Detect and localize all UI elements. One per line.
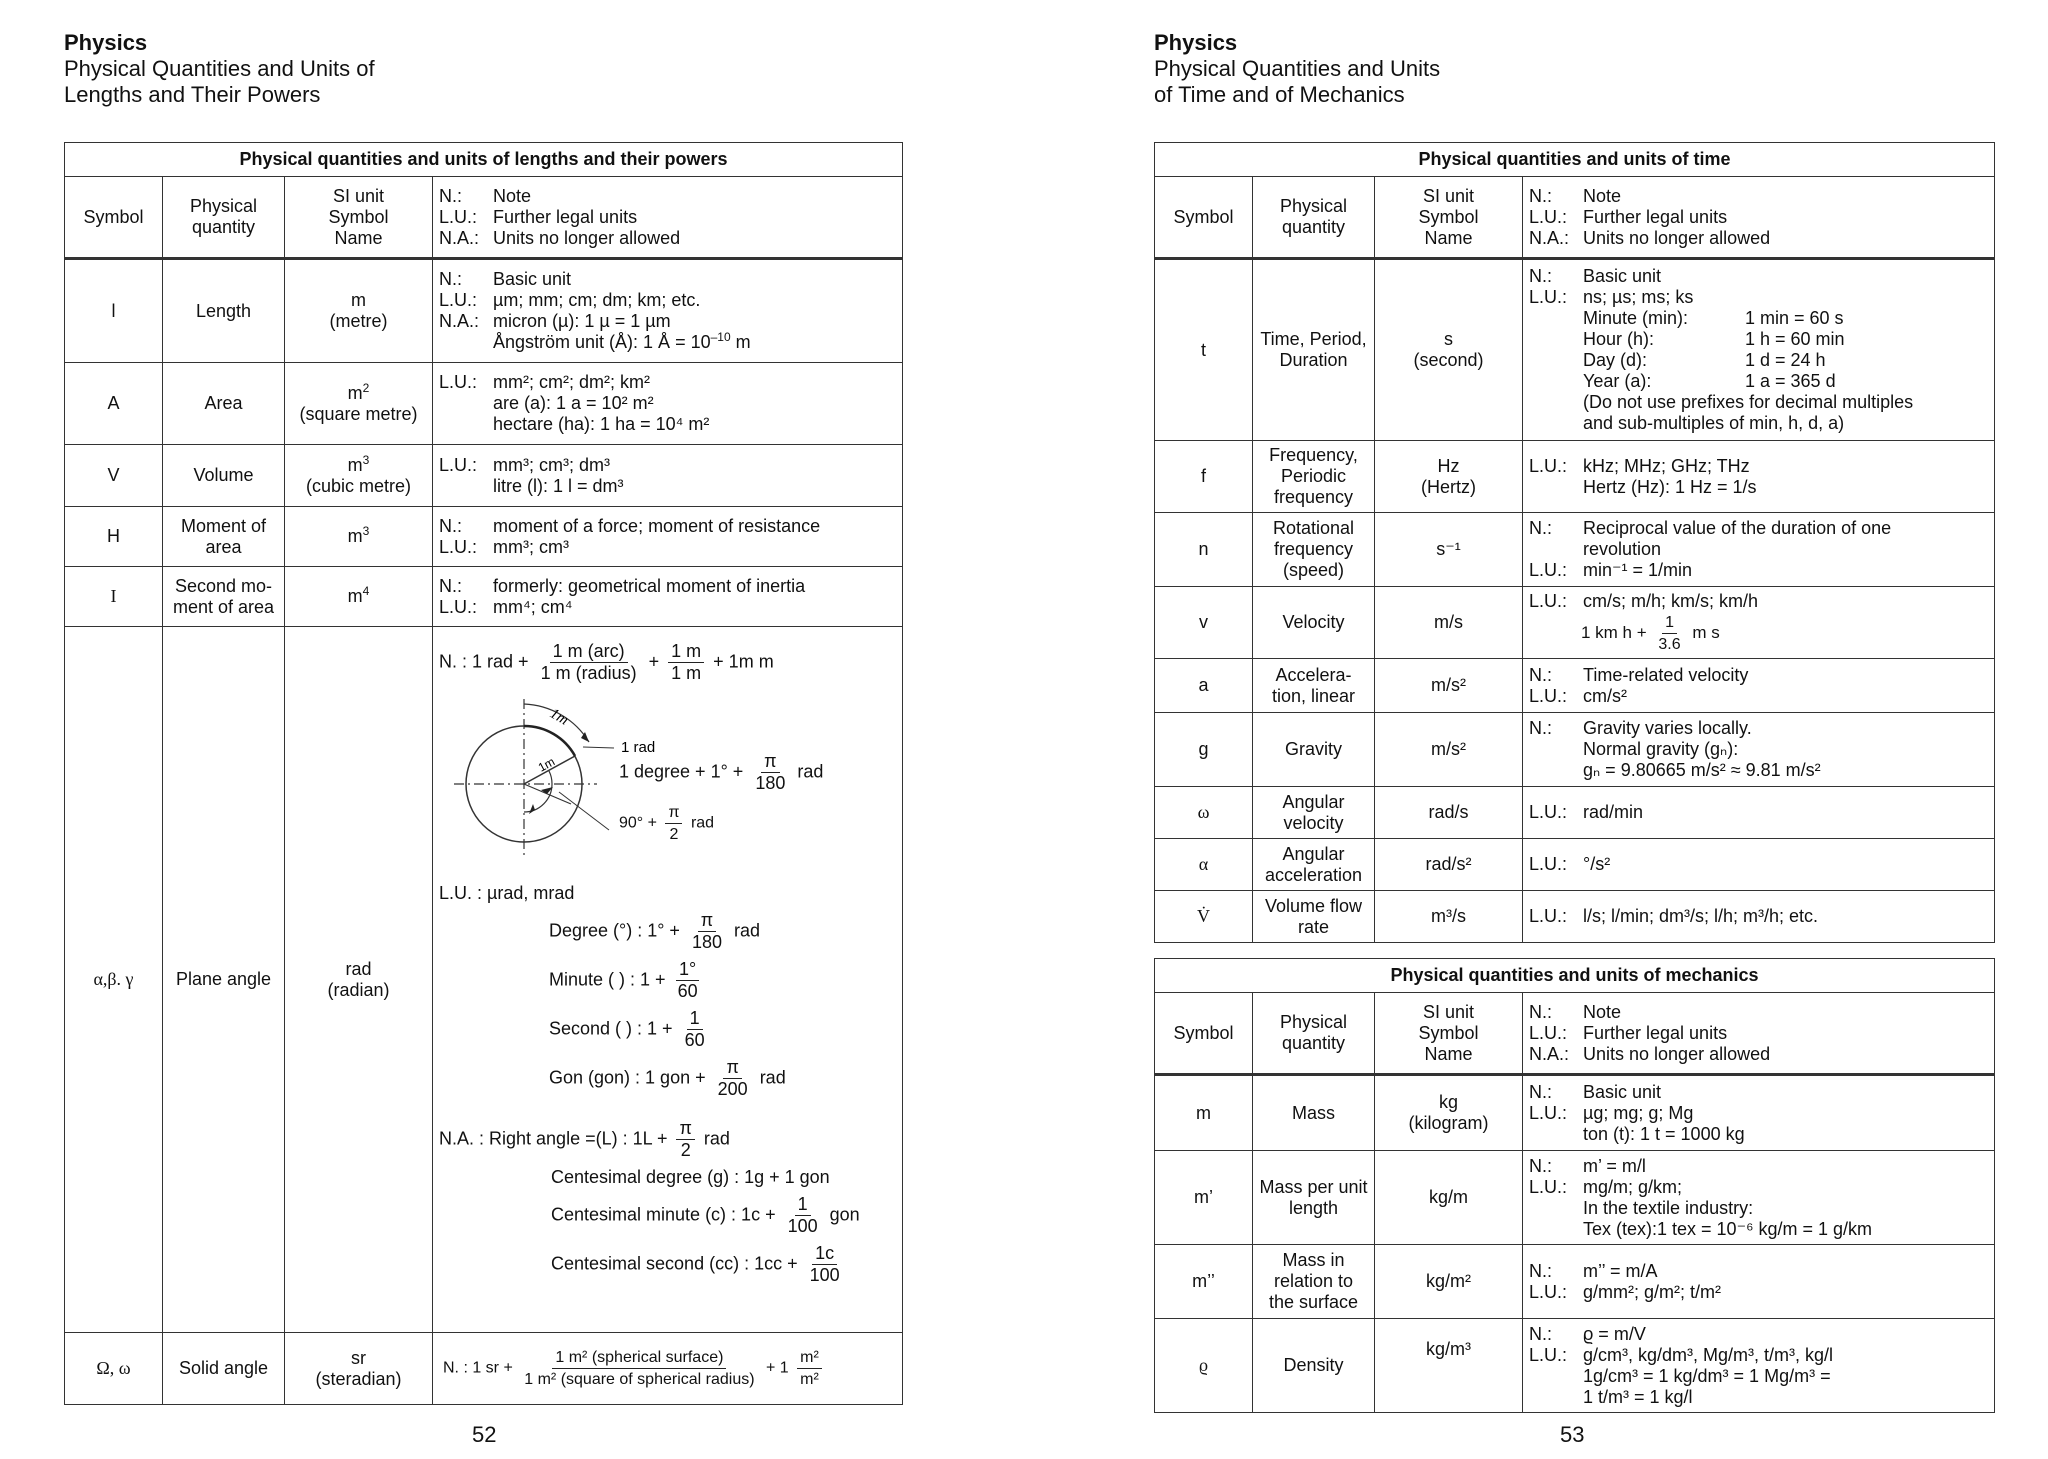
- lengths-table-caption: Physical quantities and units of lengths and their powers: [65, 143, 903, 177]
- row-quantity: Second mo-ment of area: [163, 567, 285, 627]
- time-table: [1154, 142, 1995, 943]
- row-quantity: Time, Period, Duration: [1253, 259, 1375, 441]
- row-symbol: m: [1155, 1075, 1253, 1151]
- row-quantity: Solid angle: [163, 1333, 285, 1405]
- lengths-table: [64, 142, 903, 1405]
- row-quantity: Area: [163, 363, 285, 445]
- lu-line: L.U. : µrad, mrad: [439, 883, 575, 903]
- row-symbol: A: [65, 363, 163, 445]
- left-page-header: [64, 30, 375, 108]
- right-angle-line: N.A. : Right angle =(L) : 1L + $\frac{\pi}{2}$ rad: [439, 1118, 730, 1160]
- row-quantity: Gravity: [1253, 713, 1375, 787]
- row-notes: N.: m’’ = m/A L.U.: g/mm²; g/m²; t/m²: [1523, 1245, 1995, 1319]
- table-row: [1155, 787, 1995, 839]
- mechanics-table-caption: Physical quantities and units of mechanics: [1155, 959, 1995, 993]
- col-si-unit: SI unit Symbol Name: [1375, 177, 1523, 259]
- row-symbol: V: [65, 445, 163, 507]
- row-symbol: n: [1155, 513, 1253, 587]
- row-unit: Hz (Hertz): [1375, 441, 1523, 513]
- row-quantity: Moment of area: [163, 507, 285, 567]
- row-unit: $m^2$ (square metre): [285, 363, 433, 445]
- table-row: [65, 445, 903, 507]
- table-row: [1155, 513, 1995, 587]
- time-table-caption: Physical quantities and units of time: [1155, 143, 1995, 177]
- col-si-unit: SI unit Symbol Name: [1375, 993, 1523, 1075]
- row-symbol: I: [65, 567, 163, 627]
- row-unit: m/s²: [1375, 659, 1523, 713]
- row-notes: L.U.: mm³; cm³; dm³ litre (l): 1 l = dm³: [433, 445, 903, 507]
- right-page-header: [1154, 30, 1440, 108]
- row-quantity: Angular acceleration: [1253, 839, 1375, 891]
- row-unit: kg (kilogram): [1375, 1075, 1523, 1151]
- right-angle-note: 90° + $\frac{\pi}{2}$ rad: [619, 804, 715, 843]
- table-row: [1155, 259, 1995, 441]
- row-unit: rad (radian): [285, 627, 433, 1333]
- row-quantity: Volume flow rate: [1253, 891, 1375, 943]
- left-header-line1: Physical Quantities and Units of: [64, 56, 375, 81]
- table-row: [1155, 1319, 1995, 1413]
- left-header-line2: Lengths and Their Powers: [64, 82, 321, 107]
- col-si-unit: SI unit Symbol Name: [285, 177, 433, 259]
- row-symbol: a: [1155, 659, 1253, 713]
- row-notes: N.: Basic unit L.U.: ns; µs; ms; ks Minute (min): 1 min = 60 s Hour (h): 1 h = 60 min Day (d): 1 d = 24 h Year (a): 1 a = 365 d (Do not use prefixes for decimal multiples and sub-multiples of min, h, d, a): [1523, 259, 1995, 441]
- row-unit: m (metre): [285, 259, 433, 363]
- row-notes: N.: Basic unit L.U.: µm; mm; cm; dm; km; etc. N.A.: micron (µ): 1 µ = 1 µm Ångström unit (Å): 1 Å = $10^{-10}$ m: [433, 259, 903, 363]
- row-quantity: Velocity: [1253, 587, 1375, 659]
- col-legend: N.: Note L.U.: Further legal units N.A.: Units no longer allowed: [433, 177, 903, 259]
- centesimal-degree-line: Centesimal degree (g) : 1g + 1 gon: [551, 1167, 830, 1187]
- right-header-line2: of Time and of Mechanics: [1154, 82, 1405, 107]
- table-row: [1155, 441, 1995, 513]
- centesimal-minute-line: Centesimal minute (c) : 1c + $\frac{1}{100}$ gon: [551, 1194, 860, 1236]
- table-row: [1155, 587, 1995, 659]
- col-quantity: Physical quantity: [163, 177, 285, 259]
- row-unit: sr (steradian): [285, 1333, 433, 1405]
- row-unit: $m^3$: [285, 507, 433, 567]
- row-quantity: Density: [1253, 1319, 1375, 1413]
- row-notes: L.U.: °/s²: [1523, 839, 1995, 891]
- lengths-column-header: [65, 177, 903, 259]
- row-notes: N.: moment of a force; moment of resistance L.U.: mm³; cm³: [433, 507, 903, 567]
- time-column-header: [1155, 177, 1995, 259]
- second-line: Second ( ) : 1 + $\frac{1}{60}$: [549, 1008, 705, 1050]
- mechanics-table: [1154, 958, 1995, 1413]
- row-quantity: Mass: [1253, 1075, 1375, 1151]
- right-header-line1: Physical Quantities and Units: [1154, 56, 1441, 81]
- table-row: [1155, 1151, 1995, 1245]
- row-unit: kg/m²: [1375, 1245, 1523, 1319]
- page-number-right: 53: [1560, 1422, 1585, 1447]
- table-row: [65, 627, 903, 1333]
- row-symbol: g: [1155, 713, 1253, 787]
- col-quantity: Physical quantity: [1253, 177, 1375, 259]
- row-notes: N.: Time-related velocity L.U.: cm/s²: [1523, 659, 1995, 713]
- row-quantity: Mass per unit length: [1253, 1151, 1375, 1245]
- row-notes: N.: m’ = m/l L.U.: mg/m; g/km; In the textile industry: Tex (tex):1 tex = 10⁻⁶ kg/m = 1 g/km: [1523, 1151, 1995, 1245]
- row-unit: m³/s: [1375, 891, 1523, 943]
- row-symbol: m’: [1155, 1151, 1253, 1245]
- col-legend: N.: Note L.U.: Further legal units N.A.: Units no longer allowed: [1523, 993, 1995, 1075]
- centesimal-second-line: Centesimal second (cc) : 1cc + $\frac{1c}{100}$: [551, 1243, 840, 1285]
- table-row: [65, 507, 903, 567]
- table-row: [1155, 1245, 1995, 1319]
- row-quantity: Angular velocity: [1253, 787, 1375, 839]
- row-quantity: Accelera-tion, linear: [1253, 659, 1375, 713]
- row-notes: L.U.: mm²; cm²; dm²; km² are (a): 1 a = 10² m² hectare (ha): 1 ha = 10⁴ m²: [433, 363, 903, 445]
- row-unit: m/s: [1375, 587, 1523, 659]
- row-symbol: v: [1155, 587, 1253, 659]
- col-symbol: Symbol: [65, 177, 163, 259]
- row-symbol: t: [1155, 259, 1253, 441]
- row-quantity: Rotational frequency (speed): [1253, 513, 1375, 587]
- right-page: [1024, 0, 2048, 1459]
- row-quantity: Length: [163, 259, 285, 363]
- row-symbol: V̇: [1155, 891, 1253, 943]
- col-quantity: Physical quantity: [1253, 993, 1375, 1075]
- row-notes: [433, 627, 903, 1333]
- row-notes: L.U.: cm/s; m/h; km/s; km/h 1 km h + $\frac{1}{3.6}$ m s: [1523, 587, 1995, 659]
- table-row: [1155, 891, 1995, 943]
- row-symbol: H: [65, 507, 163, 567]
- row-unit: s⁻¹: [1375, 513, 1523, 587]
- row-notes: L.U.: rad/min: [1523, 787, 1995, 839]
- row-quantity: Frequency, Periodic frequency: [1253, 441, 1375, 513]
- radian-diagram: [449, 694, 896, 845]
- row-unit: rad/s: [1375, 787, 1523, 839]
- row-quantity: Volume: [163, 445, 285, 507]
- row-notes: N.: Gravity varies locally. Normal gravity (gₙ): gₙ = 9.80665 m/s² ≈ 9.81 m/s²: [1523, 713, 1995, 787]
- row-notes: N.: ϱ = m/V L.U.: g/cm³, kg/dm³, Mg/m³, t/m³, kg/l 1g/cm³ = 1 kg/dm³ = 1 Mg/m³ = 1 t/m³ = 1 kg/l: [1523, 1319, 1995, 1413]
- svg-text:1m: 1m: [535, 754, 558, 775]
- row-symbol: Ω, ω: [65, 1333, 163, 1405]
- right-header-title: Physics: [1154, 30, 1238, 55]
- table-row: [1155, 839, 1995, 891]
- svg-text:1 rad: 1 rad: [621, 739, 656, 756]
- rad-definition: N. : 1 rad + $\frac{\text{1 m (arc)}}{\text{1 m (radius)}}$ + $\frac{1 m}{1 m}$ + 1m m: [439, 641, 774, 683]
- row-unit: kg/m: [1375, 1151, 1523, 1245]
- row-notes: N.: Reciprocal value of the duration of one revolution L.U.: min⁻¹ = 1/min: [1523, 513, 1995, 587]
- row-notes: N.: Basic unit L.U.: µg; mg; g; Mg ton (t): 1 t = 1000 kg: [1523, 1075, 1995, 1151]
- row-symbol: α,β. γ: [65, 627, 163, 1333]
- row-notes: N. : 1 sr + $\frac{\text{1 m² (spherical surface)}}{\text{1 m² (square of spherical radius)}}$ + 1 $\frac{\text{m²}}{\text{m²}}$: [433, 1333, 903, 1405]
- row-quantity: Plane angle: [163, 627, 285, 1333]
- row-notes: L.U.: l/s; l/min; dm³/s; l/h; m³/h; etc.: [1523, 891, 1995, 943]
- minute-line: Minute ( ) : 1 + $\frac{1^\circ}{60}$: [549, 959, 698, 1001]
- table-row: [1155, 713, 1995, 787]
- table-row: [1155, 659, 1995, 713]
- col-legend: N.: Note L.U.: Further legal units N.A.: Units no longer allowed: [1523, 177, 1995, 259]
- degree-line: Degree (°) : 1° + $\frac{\pi}{180}$ rad: [549, 910, 761, 952]
- degree-note: 1 degree + 1° + $\frac{\pi}{180}$ rad: [619, 751, 824, 793]
- table-row: [1155, 1075, 1995, 1151]
- left-header-title: Physics: [64, 30, 148, 55]
- mechanics-column-header: [1155, 993, 1995, 1075]
- table-row: [65, 1333, 903, 1405]
- row-notes: N.: formerly: geometrical moment of inertia L.U.: mm⁴; cm⁴: [433, 567, 903, 627]
- row-symbol: l: [65, 259, 163, 363]
- table-row: [65, 259, 903, 363]
- row-symbol: ω: [1155, 787, 1253, 839]
- row-symbol: f: [1155, 441, 1253, 513]
- row-unit: rad/s²: [1375, 839, 1523, 891]
- row-notes: L.U.: kHz; MHz; GHz; THz Hertz (Hz): 1 Hz = 1/s: [1523, 441, 1995, 513]
- row-quantity: Mass in relation to the surface: [1253, 1245, 1375, 1319]
- page-number-left: 52: [472, 1422, 497, 1447]
- row-symbol: ϱ: [1155, 1319, 1253, 1413]
- row-unit: $m^4$: [285, 567, 433, 627]
- row-symbol: α: [1155, 839, 1253, 891]
- row-unit: kg/m³: [1375, 1319, 1523, 1413]
- gon-line: Gon (gon) : 1 gon + $\frac{\pi}{200}$ rad: [549, 1057, 786, 1099]
- svg-text:1m: 1m: [547, 705, 571, 729]
- table-row: [65, 567, 903, 627]
- row-symbol: m’’: [1155, 1245, 1253, 1319]
- row-unit: $m^3$ (cubic metre): [285, 445, 433, 507]
- row-unit: s (second): [1375, 259, 1523, 441]
- col-symbol: Symbol: [1155, 993, 1253, 1075]
- col-symbol: Symbol: [1155, 177, 1253, 259]
- row-unit: m/s²: [1375, 713, 1523, 787]
- table-row: [65, 363, 903, 445]
